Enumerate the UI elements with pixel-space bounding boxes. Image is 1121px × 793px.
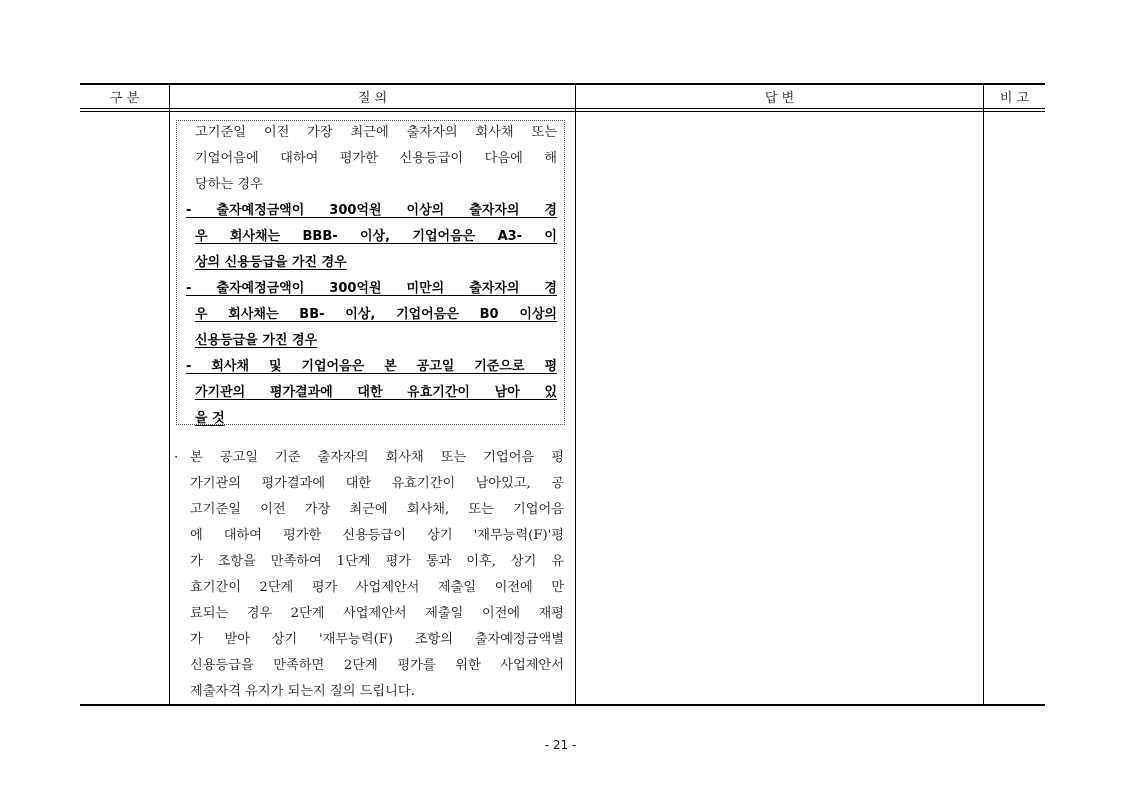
- body-line: 효기간이 2단계 평가 사업제안서 제출일 이전에 만: [190, 580, 564, 595]
- body-line: 가 조항을 만족하여 1단계 평가 통과 이후, 상기 유: [190, 554, 564, 569]
- column-divider: [169, 84, 170, 705]
- body-line: 본 공고일 기준 출자자의 회사채 또는 기업어음 평: [190, 450, 564, 465]
- criteria-line: 가기관의 평가결과에 대한 유효기간이 남아 있: [195, 385, 557, 400]
- page-number: - 21 -: [544, 738, 577, 752]
- body-line: 제출자격 유지가 되는지 질의 드립니다.: [190, 684, 415, 699]
- quoted-clause-box: [176, 120, 565, 425]
- body-line: 에 대하여 평가한 신용등급이 상기 '재무능력(F)'평: [190, 528, 564, 543]
- remarks-cell: [984, 112, 1045, 704]
- quoted-line: 당하는 경우: [195, 177, 263, 192]
- criteria-line: 우 회사채는 BBB- 이상, 기업어음은 A3- 이: [195, 229, 557, 244]
- header-division: 구 분: [109, 90, 140, 106]
- answer-cell: [576, 112, 983, 704]
- criteria-line: - 회사채 및 기업어음은 본 공고일 기준으로 평: [186, 359, 557, 374]
- qa-table: [80, 83, 1045, 706]
- criteria-line: - 출자예정금액이 300억원 이상의 출자자의 경: [186, 203, 557, 218]
- header-rule: [80, 108, 1045, 109]
- criteria-line: 상의 신용등급을 가진 경우: [195, 255, 347, 270]
- quoted-line: 고기준일 이전 가장 최근에 출자자의 회사채 또는: [195, 125, 557, 140]
- table-top-rule: [80, 83, 1045, 85]
- header-question: 질 의: [357, 90, 388, 106]
- body-line: 고기준일 이전 가장 최근에 회사채, 또는 기업어음: [190, 502, 564, 517]
- criteria-line: 을 것: [195, 411, 225, 426]
- quoted-line: 기업어음에 대하여 평가한 신용등급이 다음에 해: [195, 151, 557, 166]
- criteria-line: - 출자예정금액이 300억원 미만의 출자자의 경: [186, 281, 557, 296]
- header-remarks: 비 고: [999, 90, 1030, 106]
- body-line: 가 받아 상기 '재무능력(F) 조항의 출자예정금액별: [190, 632, 564, 647]
- body-line: 료되는 경우 2단계 사업제안서 제출일 이전에 재평: [190, 606, 564, 621]
- body-line: 신용등급을 만족하면 2단계 평가를 위한 사업제안서: [190, 658, 564, 673]
- criteria-line: 신용등급을 가진 경우: [195, 333, 318, 348]
- body-line: 가기관의 평가결과에 대한 유효기간이 남아있고, 공: [190, 476, 564, 491]
- header-answer: 답 변: [764, 90, 795, 106]
- bullet-mark: ·: [174, 450, 179, 465]
- criteria-line: 우 회사채는 BB- 이상, 기업어음은 B0 이상의: [195, 307, 557, 322]
